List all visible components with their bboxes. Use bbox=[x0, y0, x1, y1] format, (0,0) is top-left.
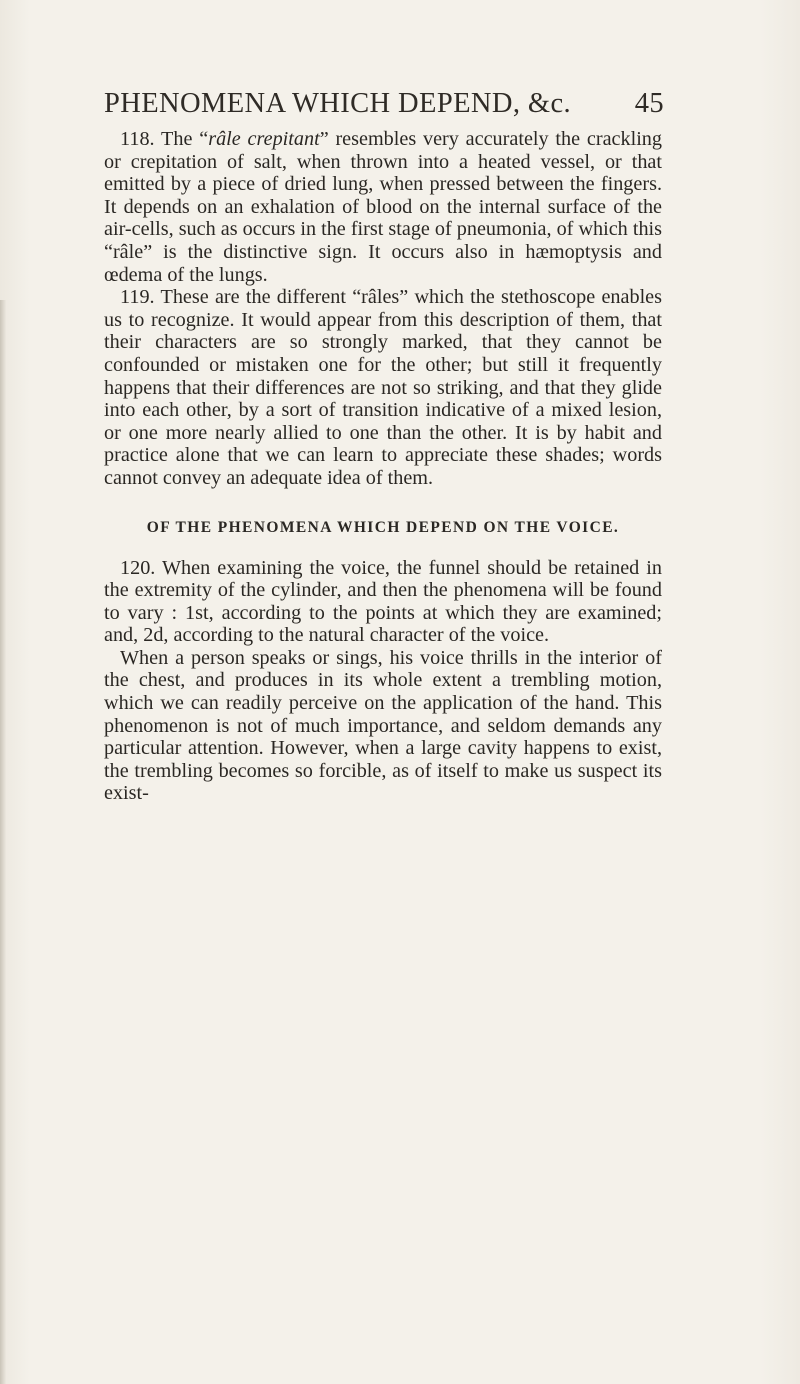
paragraph-118 bbox=[104, 128, 662, 286]
paragraph-number: 119. bbox=[120, 286, 155, 309]
paragraph-text: ” resembles very accurately the crackling or crepitation of salt, when thrown into a heated vessel, or that emitted by a piece of dried lung, when pressed between the fingers. It depends on an exhalation of blood on the internal surface of the air-cells, such as occurs in the first stage of pneumonia, of which this “râle” is the distinctive sign. It occurs also in hæmoptysis and œdema of the lungs. bbox=[104, 128, 662, 286]
running-head-title: PHENOMENA WHICH DEPEND, &c. bbox=[104, 88, 572, 119]
page-number: 45 bbox=[634, 88, 664, 119]
italic-term: râle crepitant bbox=[208, 128, 320, 150]
paragraph-119 bbox=[104, 286, 662, 489]
paragraph-number: 120. bbox=[120, 556, 156, 579]
paragraph-text: When examining the voice, the funnel should be retained in the extremity of the cylinder, and then the phenomena will be found to vary : 1st, according to the points at which they are examined; and, 2d, according to the natural character of the voice. bbox=[104, 556, 662, 647]
paragraph-120 bbox=[104, 557, 662, 647]
paragraph-number: 118. bbox=[120, 128, 155, 150]
body-text bbox=[104, 128, 662, 805]
paragraph-text: These are the different “râles” which the stethoscope enables us to recognize. It would appear from this description of them, that their characters are so strongly marked, that they cannot be confounded or mistaken one for the other; but still it frequently happens that their differences are not so striking, and that they glide into each other, by a sort of transition indicative of a mixed lesion, or one more nearly allied to one than the other. It is by habit and practice alone that we can learn to appreciate these shades; words cannot convey an adequate idea of them. bbox=[104, 286, 662, 489]
paragraph-text: When a person speaks or sings, his voice thrills in the interior of the chest, and produces in its whole extent a trembling motion, which we can readily perceive on the application of the hand. This phenomenon is not of much importance, and seldom demands any particular attention. However, when a large cavity happens to exist, the trembling becomes so forcible, as of itself to make us suspect its exist- bbox=[104, 646, 662, 805]
running-head bbox=[104, 88, 664, 120]
paragraph-120-continued bbox=[104, 647, 662, 805]
page-gutter-shadow bbox=[0, 300, 6, 1384]
paragraph-lead: The “ bbox=[161, 128, 209, 150]
section-heading: OF THE PHENOMENA WHICH DEPEND ON THE VOICE. bbox=[146, 518, 620, 536]
